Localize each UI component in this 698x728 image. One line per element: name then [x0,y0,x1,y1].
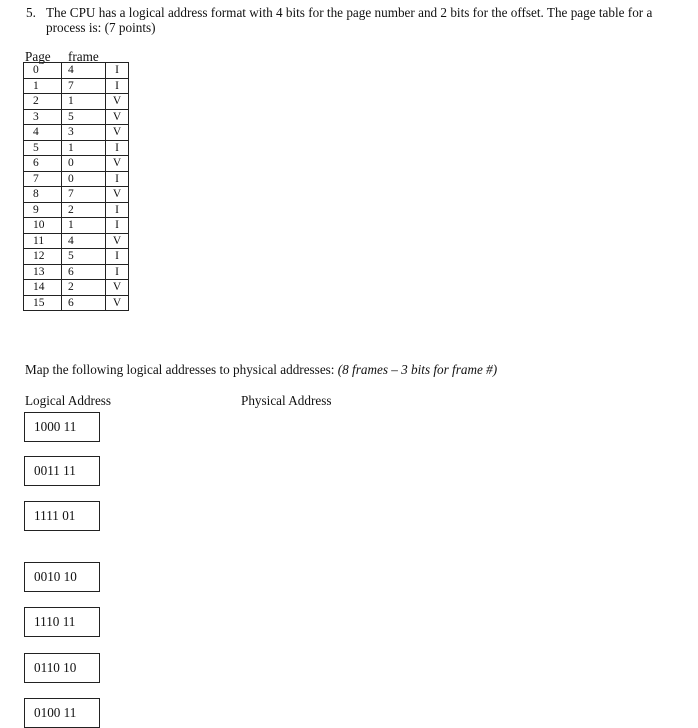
page-table-row [24,78,129,94]
valid-bit-cell: I [106,264,129,280]
mapping-instruction [25,362,497,378]
frame-number-cell: 4 [62,63,106,79]
valid-bit-cell: V [106,94,129,110]
page-table-row [24,264,129,280]
valid-bit-cell: I [106,63,129,79]
page-table-row [24,280,129,296]
page-number-cell: 7 [24,171,62,187]
page-table-row [24,63,129,79]
mapping-hint: (8 frames – 3 bits for frame #) [337,362,498,377]
page-number-cell: 6 [24,156,62,172]
page-number-cell: 14 [24,280,62,296]
frame-number-cell: 0 [62,156,106,172]
logical-address-box: 0100 11 [24,698,100,728]
page-number-cell: 9 [24,202,62,218]
page-table-row [24,187,129,203]
frame-number-cell: 6 [62,264,106,280]
page-number-cell: 13 [24,264,62,280]
valid-bit-cell: V [106,109,129,125]
frame-number-cell: 4 [62,233,106,249]
valid-bit-cell: I [106,249,129,265]
frame-number-cell: 5 [62,249,106,265]
valid-bit-cell: V [106,295,129,311]
frame-number-cell: 7 [62,78,106,94]
page-table-row [24,233,129,249]
logical-address-header: Logical Address [25,393,112,408]
page-column-header: Page [25,49,51,64]
logical-address-box: 0010 10 [24,562,100,592]
frame-number-cell: 1 [62,94,106,110]
page-number-cell: 15 [24,295,62,311]
frame-column-header: frame [68,49,99,64]
logical-address-box: 1000 11 [24,412,100,442]
page-number-cell: 1 [24,78,62,94]
page-number-cell: 5 [24,140,62,156]
page-table [23,62,129,311]
page-table-row [24,156,129,172]
page-number-cell: 8 [24,187,62,203]
valid-bit-cell: I [106,140,129,156]
page-table-row [24,249,129,265]
frame-number-cell: 0 [62,171,106,187]
valid-bit-cell: V [106,187,129,203]
page-table-row [24,218,129,234]
page-table-row [24,140,129,156]
page-table-row [24,202,129,218]
page-table-row [24,171,129,187]
page-number-cell: 11 [24,233,62,249]
logical-address-box: 0011 11 [24,456,100,486]
logical-address-box: 0110 10 [24,653,100,683]
frame-number-cell: 1 [62,140,106,156]
frame-number-cell: 7 [62,187,106,203]
valid-bit-cell: I [106,78,129,94]
valid-bit-cell: V [106,156,129,172]
question-text: The CPU has a logical address format with 4 bits for the page number and 2 bits for the offset. The page table for a process is: (7 points) [46,5,653,35]
page-table-row [24,94,129,110]
valid-bit-cell: V [106,125,129,141]
page-table-row [24,109,129,125]
page-table-row [24,295,129,311]
frame-number-cell: 1 [62,218,106,234]
physical-address-header: Physical Address [241,393,332,408]
frame-number-cell: 2 [62,202,106,218]
page-number-cell: 3 [24,109,62,125]
page-table-row [24,125,129,141]
page-number-cell: 0 [24,63,62,79]
valid-bit-cell: I [106,202,129,218]
mapping-instruction-text: Map the following logical addresses to physical addresses: [25,362,338,377]
logical-address-box: 1111 01 [24,501,100,531]
valid-bit-cell: I [106,218,129,234]
frame-number-cell: 3 [62,125,106,141]
frame-number-cell: 2 [62,280,106,296]
frame-number-cell: 5 [62,109,106,125]
page-number-cell: 12 [24,249,62,265]
valid-bit-cell: V [106,280,129,296]
logical-address-box: 1110 11 [24,607,100,637]
page-number-cell: 4 [24,125,62,141]
valid-bit-cell: V [106,233,129,249]
frame-number-cell: 6 [62,295,106,311]
page-number-cell: 10 [24,218,62,234]
valid-bit-cell: I [106,171,129,187]
question-number: 5. [26,5,36,20]
page-number-cell: 2 [24,94,62,110]
